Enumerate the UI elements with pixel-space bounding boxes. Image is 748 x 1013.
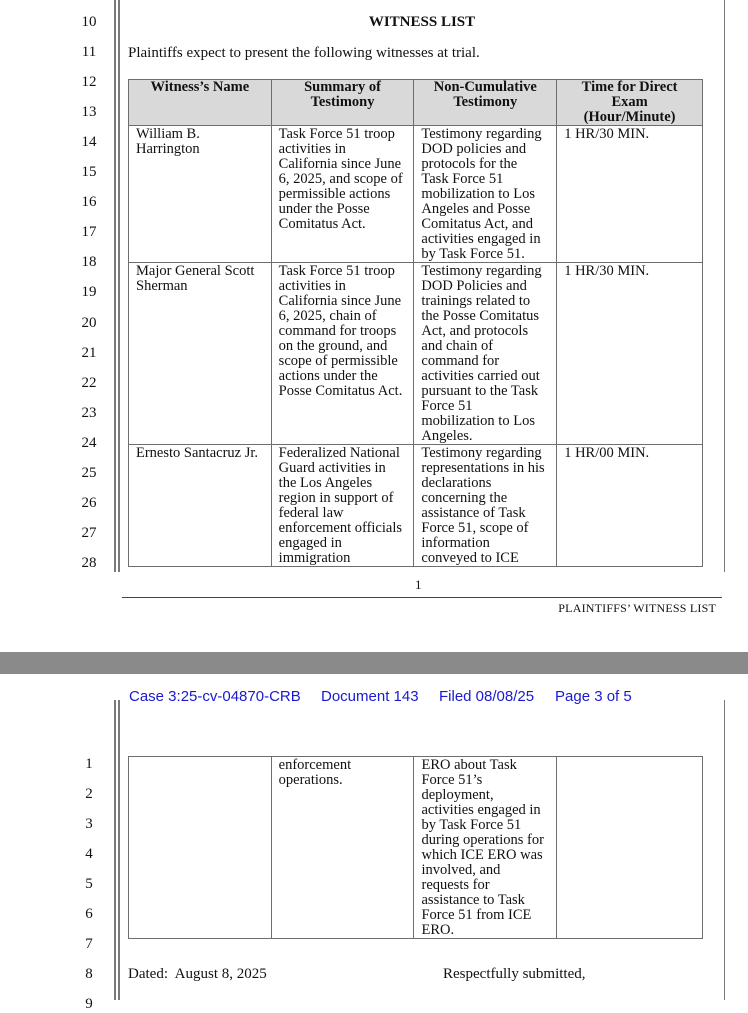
line-number: 22	[81, 374, 97, 391]
line-number: 27	[81, 524, 97, 541]
testimony-summary: Federalized National Guard activities in the Los Angeles region in support of federal law enforcement officials engaged in immigration	[271, 445, 414, 567]
witness-name	[129, 757, 272, 939]
col-header-noncumulative: Non-Cumulative Testimony	[414, 80, 557, 126]
footer-rule	[122, 597, 722, 598]
left-margin-rule	[114, 0, 116, 572]
line-number: 12	[81, 74, 97, 91]
line-number: 14	[81, 134, 97, 151]
line-number: 20	[81, 314, 97, 331]
noncumulative-testimony: ERO about Task Force 51’s deployment, activities engaged in by Task Force 51 during operations for which ICE ERO was involved, and requests for assistance to Task Force 51 from ICE ERO.	[414, 757, 557, 939]
page-count: Page 3 of 5	[555, 688, 632, 705]
line-number: 1	[85, 756, 93, 772]
exam-time	[557, 757, 703, 939]
page-title: WITNESS LIST	[368, 14, 476, 30]
noncumulative-testimony: Testimony regarding DOD Policies and trainings related to the Posse Comitatus Act, and protocols and chain of command for activities carried out pursuant to the Task Force 51 mobilization to Los Angeles.	[414, 263, 557, 445]
witness-table	[128, 79, 703, 567]
filed-date: Filed 08/08/25	[439, 688, 535, 705]
exam-time: 1 HR/30 MIN.	[557, 126, 703, 263]
line-number: 26	[81, 494, 97, 511]
left-margin-rule	[114, 700, 116, 1000]
line-number: 4	[85, 846, 93, 862]
table-row	[129, 126, 703, 263]
line-number: 15	[81, 164, 97, 181]
noncumulative-testimony: Testimony regarding DOD policies and protocols for the Task Force 51 mobilization to Los Angeles and Posse Comitatus Act, and activities engaged in by Task Force 51.	[414, 126, 557, 263]
table-row	[129, 263, 703, 445]
line-number: 2	[85, 786, 93, 802]
witness-name: William B. Harrington	[129, 126, 272, 263]
line-number: 28	[81, 554, 97, 571]
footer-title: PLAINTIFFS’ WITNESS LIST	[558, 601, 716, 615]
line-number: 11	[81, 44, 97, 61]
page-number: 1	[415, 577, 422, 592]
line-number: 21	[81, 344, 97, 361]
line-number: 8	[85, 966, 93, 982]
col-header-name: Witness’s Name	[129, 80, 272, 126]
page-gap	[0, 652, 748, 674]
testimony-summary: Task Force 51 troop activities in California since June 6, 2025, and scope of permissible actions under the Posse Comitatus Act.	[271, 126, 414, 263]
exam-time: 1 HR/30 MIN.	[557, 263, 703, 445]
line-number: 9	[85, 996, 93, 1012]
right-margin-rule	[724, 0, 725, 572]
case-number: Case 3:25-cv-04870-CRB	[129, 688, 301, 705]
exam-time: 1 HR/00 MIN.	[557, 445, 703, 567]
line-number: 3	[85, 816, 93, 832]
left-margin-rule-inner	[118, 0, 120, 572]
witness-table-continued	[128, 756, 703, 939]
line-number: 19	[81, 284, 97, 301]
table-row	[129, 445, 703, 567]
line-number: 13	[81, 104, 97, 121]
signoff-text: Respectfully submitted,	[443, 966, 586, 982]
line-number: 17	[81, 224, 97, 241]
testimony-summary: enforcement operations.	[271, 757, 414, 939]
testimony-summary: Task Force 51 troop activities in California since June 6, 2025, chain of command for troops on the ground, and scope of permissible actions under the Posse Comitatus Act.	[271, 263, 414, 445]
page-2	[0, 674, 748, 1012]
col-header-time: Time for Direct Exam (Hour/Minute)	[557, 80, 703, 126]
intro-text: Plaintiffs expect to present the following witnesses at trial.	[128, 45, 480, 61]
document-number: Document 143	[321, 688, 419, 705]
witness-name: Major General Scott Sherman	[129, 263, 272, 445]
line-number: 24	[81, 434, 97, 451]
line-number: 18	[81, 254, 97, 271]
dated-line: Dated: August 8, 2025	[128, 966, 267, 982]
witness-name: Ernesto Santacruz Jr.	[129, 445, 272, 567]
table-row	[129, 757, 703, 939]
col-header-summary: Summary of Testimony	[271, 80, 414, 126]
ecf-header	[0, 688, 748, 708]
right-margin-rule	[724, 700, 725, 1000]
line-number: 25	[81, 464, 97, 481]
left-margin-rule-inner	[118, 700, 120, 1000]
table-header-row	[129, 80, 703, 126]
line-number: 6	[85, 906, 93, 922]
line-number: 5	[85, 876, 93, 892]
line-number: 10	[81, 14, 97, 30]
noncumulative-testimony: Testimony regarding representations in his declarations concerning the assistance of Task Force 51, scope of information conveyed to ICE	[414, 445, 557, 567]
line-number: 23	[81, 404, 97, 421]
line-number: 16	[81, 194, 97, 211]
line-number: 7	[85, 936, 93, 952]
